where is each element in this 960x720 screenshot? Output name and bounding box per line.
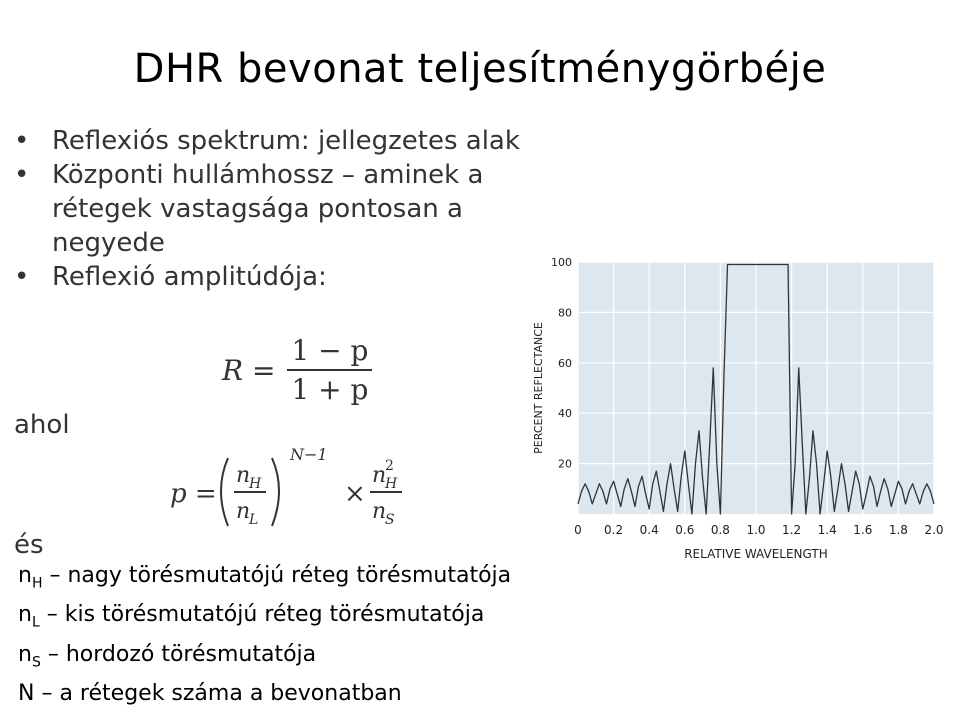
svg-text:L: L (249, 512, 259, 528)
y-axis-label: PERCENT REFLECTANCE (532, 322, 545, 454)
word-ahol: ahol (14, 410, 70, 440)
formula-p-times: × (344, 479, 366, 509)
svg-text:H: H (249, 476, 262, 492)
bullet-item: • Reflexiós spektrum: jellegzetes alak (14, 124, 554, 158)
formula-p-exponent: N−1 (290, 446, 328, 464)
word-es: és (14, 530, 44, 560)
svg-text:H: H (385, 476, 398, 492)
svg-text:n: n (372, 463, 387, 488)
definition-item: $n_L$ – kis törésmutatójú réteg törésmutatója (18, 602, 485, 631)
bullet-list (14, 124, 554, 294)
formula-p (170, 446, 430, 534)
slide-title: DHR bevonat teljesítménygörbéje (133, 46, 827, 92)
x-tick-label: 1.6 (853, 523, 873, 537)
bullet-item: • Központi hullámhossz – aminek a rétegek vastagsága pontosan a negyede (14, 158, 554, 260)
x-tick-label: 0.2 (604, 523, 624, 537)
reflectance-chart (528, 248, 948, 568)
formula-p-lhs: p = (170, 479, 217, 509)
x-tick-label: 1.2 (782, 523, 802, 537)
svg-text:n: n (236, 499, 251, 524)
definition-item: $n_H$ – nagy törésmutatójú réteg törésmutatója (18, 563, 512, 592)
reflectance-chart-svg (528, 248, 948, 568)
definition-item: $n_S$ – hordozó törésmutatója (18, 641, 317, 671)
definition-item: N – a rétegek száma a bevonatban (18, 681, 402, 707)
y-tick-label: 100 (551, 256, 572, 269)
svg-text:S: S (385, 512, 395, 528)
y-tick-label: 80 (558, 306, 572, 320)
formula-r-numerator: 1 − p (287, 334, 372, 371)
bullet-item: • Reflexió amplitúdója: (14, 260, 554, 294)
x-tick-label: 1.0 (746, 523, 766, 537)
formula-r-fraction (287, 334, 372, 406)
svg-text:n: n (236, 463, 251, 488)
x-tick-label: 0.4 (639, 523, 659, 537)
y-tick-label: 40 (558, 407, 572, 421)
svg-text:n: n (372, 499, 387, 524)
x-tick-label: 1.4 (817, 523, 837, 537)
x-tick-label: 0 (574, 523, 582, 537)
x-axis-label: RELATIVE WAVELENGTH (684, 547, 828, 561)
formula-r-lhs: R = (222, 353, 276, 387)
formula-r-denominator: 1 + p (291, 373, 369, 406)
x-tick-label: 2.0 (924, 523, 944, 537)
definition-list (18, 560, 511, 718)
x-tick-label: 0.6 (675, 523, 695, 537)
formula-r (222, 334, 372, 406)
svg-text:2: 2 (385, 458, 394, 474)
y-tick-label: 20 (558, 457, 572, 471)
y-tick-label: 60 (558, 356, 572, 370)
x-tick-label: 1.8 (888, 523, 908, 537)
x-tick-label: 0.8 (710, 523, 730, 537)
